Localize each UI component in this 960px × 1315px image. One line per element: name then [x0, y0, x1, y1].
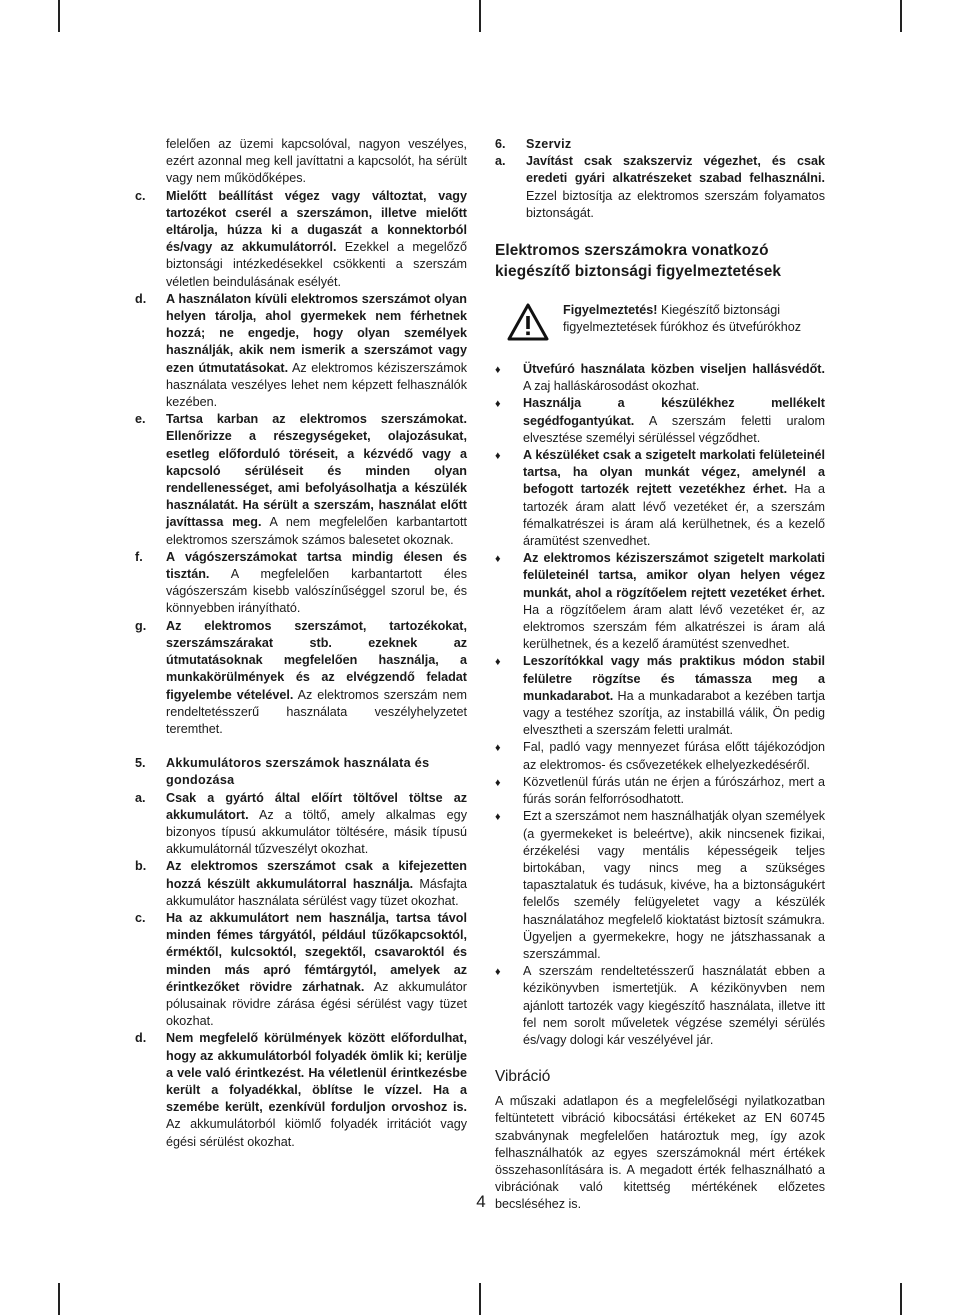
list-item-5c: c. Ha az akkumulátort nem használja, tartsa távol minden fémes tárgyától, például tűzőkapcsoktól, érméktől, kulcsoktól, szegektől, csavaroktól és minden más apró fémtárgytól, amelyek az érintkezőket rövidre zárhatnak. Az akkumulátor pólusainak rövidre zárása égési sérülést vagy tüzet okozhat. — [135, 910, 467, 1029]
list-item-d: d. A használaton kívüli elektromos szerszámot olyan helyen tárolja, ahol gyermekek nem férhetnek hozzá; ne engedje, hogy olyan személyek használják, akik nem ismerik a szerszámot vagy ezen útmutatásokat. Az elektromos kéziszerszámok használata veszélyes lehet nem képzett felhasználók kezében. — [135, 291, 467, 410]
bullet-text: Közvetlenül fúrás után ne érjen a fúrószárhoz, mert a fúrás során felforrósodhatott. — [523, 774, 825, 807]
bullet-item — [495, 963, 825, 1049]
warning-triangle-icon — [507, 303, 549, 341]
diamond-bullet-icon: ♦ — [495, 656, 501, 669]
page-number: 4 — [476, 1192, 486, 1211]
vibration-text: A műszaki adatlapon és a megfelelőségi nyilatkozatban feltüntetett vibráció kibocsátási értékeket az EN 60745 szabványnak megfelelően határoztuk meg, így azok felhasználhatók az egyes szerszámoknál mért értékek összehasonlítására is. A megadott érték felhasználható a vibrációnak való kitettség mértékének előzetes becsléséhez is. — [495, 1094, 825, 1212]
bullet-bold-text: Az elektromos kéziszerszámot szigetelt markolati felületeinél tartsa, amikor olyan helyen végez munkát, ahol a rögzítőelem rejtett vezetéket érhet. — [523, 551, 825, 600]
left-column — [135, 136, 467, 1151]
diamond-bullet-icon: ♦ — [495, 742, 501, 755]
bullet-item — [495, 653, 825, 739]
right-column — [495, 136, 825, 1214]
supplementary-safety-heading: Elektromos szerszámokra vonatkozó kiegészítő biztonsági figyelmeztetések — [495, 242, 782, 281]
bullet-item — [495, 739, 825, 773]
bullet-item — [495, 774, 825, 808]
list-item-6a: a. Javítást csak szakszerviz végezhet, és csak eredeti gyári alkatrészeket szabad felhasználni. Ezzel biztosítja az elektromos szerszám folyamatos biztonságát. — [495, 154, 825, 220]
diamond-bullet-icon: ♦ — [495, 450, 501, 463]
section-5-title: 5. Akkumulátoros szerszámok használata és gondozása — [135, 756, 430, 788]
bullet-text: A szerszám feletti uralom elvesztése személyi sérüléssel végződhet. — [523, 413, 825, 445]
bullet-item — [495, 447, 825, 550]
diamond-bullet-icon: ♦ — [495, 776, 501, 789]
list-item-c: c. Mielőtt beállítást végez vagy változtat, vagy tartozékot cserél a szerszámon, illetve mielőtt eltárolja, húzza ki a dugaszát a konnektorból és/vagy az akkumulátorról. Ezekkel a megelőző biztonsági intézkedésekkel csökkenti a szerszám véletlen beindulásának esélyét. — [135, 188, 467, 289]
safety-bullet-list — [495, 361, 825, 1049]
bullet-text: Ha a rögzítőelem áram alatt lévő vezetéket ér, az elektromos szerszám fém alkatrészei is áram alá kerülhetnek, és a kezelő áramütést szenvedhet. — [523, 602, 825, 652]
crop-mark-bottom-right — [900, 1283, 902, 1315]
bullet-text: Ha a munkadarabot a kezében tartja vagy a testéhez szorítja, az instabillá válik, Ön pedig elvesztheti a szerszám feletti uralmát. — [523, 688, 825, 738]
bullet-item — [495, 808, 825, 963]
bullet-text: A zaj halláskárosodást okozhat. — [523, 379, 700, 394]
list-item-f: f. A vágószerszámokat tartsa mindig élesen és tisztán. A megfelelően karbantartott éles vágószerszám kisebb valószínűséggel szorul be, és könnyebben irányítható. — [135, 549, 467, 616]
bullet-text: Ezt a szerszámot nem használhatják olyan személyek (a gyermekeket is beleértve), akik nincsenek fizikai, érzékelési vagy mentális képességeik teljes birtokában, vagy nincs meg a szükséges tapasztalatuk és tudásuk, kivéve, ha a biztonságukért felelős személy felügyeletet vagy a készülék használatához megfelelő kioktatást biztosít számukra. Ügyeljen a gyermekekre, hogy ne játszhassanak a szerszámmal. — [523, 809, 825, 961]
crop-mark-top-center — [479, 0, 481, 32]
diamond-bullet-icon: ♦ — [495, 398, 501, 411]
list-item-e: e. Tartsa karban az elektromos szerszámokat. Ellenőrizze a részegységeket, olajozásukat, esetleg előforduló töréseit, a kézvédő vagy a kapcsoló sérüléseit és minden olyan rendellenességet, ami befolyásolhatja a készülék használatát. Ha sérült a szerszám, használat előtt javíttassa meg. A nem megfelelően karbantartott elektromos szerszámok számos balesetet okoznak. — [135, 412, 467, 547]
warning-box: Figyelmeztetés! Kiegészítő biztonsági figyelmeztetések fúrókhoz és ütvefúrókhoz — [495, 302, 825, 341]
diamond-bullet-icon: ♦ — [495, 966, 501, 979]
bullet-text: A szerszám rendeltetésszerű használatát ebben a kézikönyvben ismertetjük. A kézikönyvben nem ajánlott tartozék vagy kiegészítő használata, illetve itt fel nem sorolt műveletek végzése személyi sérülés és/vagy dologi kár veszélyével jár. — [523, 964, 825, 1047]
list-item-5b: b. Az elektromos szerszámot csak a kifejezetten hozzá készült akkumulátorral használja. Másfajta akkumulátor használata sérülést vagy tüzet okozhat. — [135, 859, 467, 908]
list-item-g: g. Az elektromos szerszámot, tartozékokat, szerszámszárakat stb. ezeknek az útmutatásoknak megfelelően használja, a munkakörülmények és az elvégzendő feladat figyelembe vételével. Az elektromos szerszám nem rendeltetésszerű használata veszélyhelyzetet teremthet. — [135, 618, 468, 736]
section-6-title: 6. Szerviz — [495, 137, 572, 151]
bullet-bold-text: Ütvefúró használata közben viseljen hallásvédőt. — [523, 362, 825, 377]
bullet-bold-text: Leszorítókkal vagy más praktikus módon stabil felületre rögzítse és támassza meg a munkadarabot. — [523, 654, 825, 703]
bullet-item — [495, 550, 825, 653]
bullet-item — [495, 361, 825, 395]
bullet-text: Ha a tartozék áram alatt lévő vezetéket ér, a szerszám fémalkatrészei is áram alá kerülhetnek, és a kezelő áramütést szenvedhet. — [523, 482, 825, 549]
crop-mark-bottom-left — [58, 1283, 60, 1315]
continued-paragraph: felelően az üzemi kapcsolóval, nagyon veszélyes, ezért azonnal meg kell javíttatni a kapcsolót, ha sérült vagy nem működőképes. — [166, 137, 467, 186]
bullet-text: Fal, padló vagy mennyezet fúrása előtt tájékozódjon az elektromos- és csővezetékek elhelyezkedéséről. — [523, 740, 825, 772]
crop-mark-top-left — [58, 0, 60, 32]
list-item-5a: a. Csak a gyártó által előírt töltővel töltse az akkumulátort. Az a töltő, amely alkalmas egy bizonyos típusú akkumulátor töltésére, másik típusú akkumulátornál tűzveszélyt okozhat. — [135, 790, 467, 857]
bullet-bold-text: A készüléket csak a szigetelt markolati felületeinél tartsa, ha olyan munkát végez, amelynél a befogott tartozék rejtett vezetékhez érhet. — [523, 448, 825, 497]
vibration-title: Vibráció — [495, 1068, 551, 1086]
diamond-bullet-icon: ♦ — [495, 811, 501, 824]
diamond-bullet-icon: ♦ — [495, 553, 501, 566]
crop-mark-top-right — [900, 0, 902, 32]
bullet-item — [495, 395, 825, 447]
list-item-5d: d. Nem megfelelő körülmények között előfordulhat, hogy az akkumulátorból folyadék ömlik ki; kerülje a vele való érintkezést. Ha véletlenül érintkezésbe került a folyadékkal, öblítse le vízzel. Ha a szemébe került, ezenkívül forduljon orvoshoz is. Az akkumulátorból kiömlő folyadék irritációt vagy égési sérülést okozhat. — [135, 1031, 467, 1149]
crop-mark-bottom-center — [479, 1283, 481, 1315]
bullet-bold-text: Használja a készülékhez mellékelt segédfogantyúkat. — [523, 396, 825, 428]
diamond-bullet-icon: ♦ — [495, 364, 501, 377]
